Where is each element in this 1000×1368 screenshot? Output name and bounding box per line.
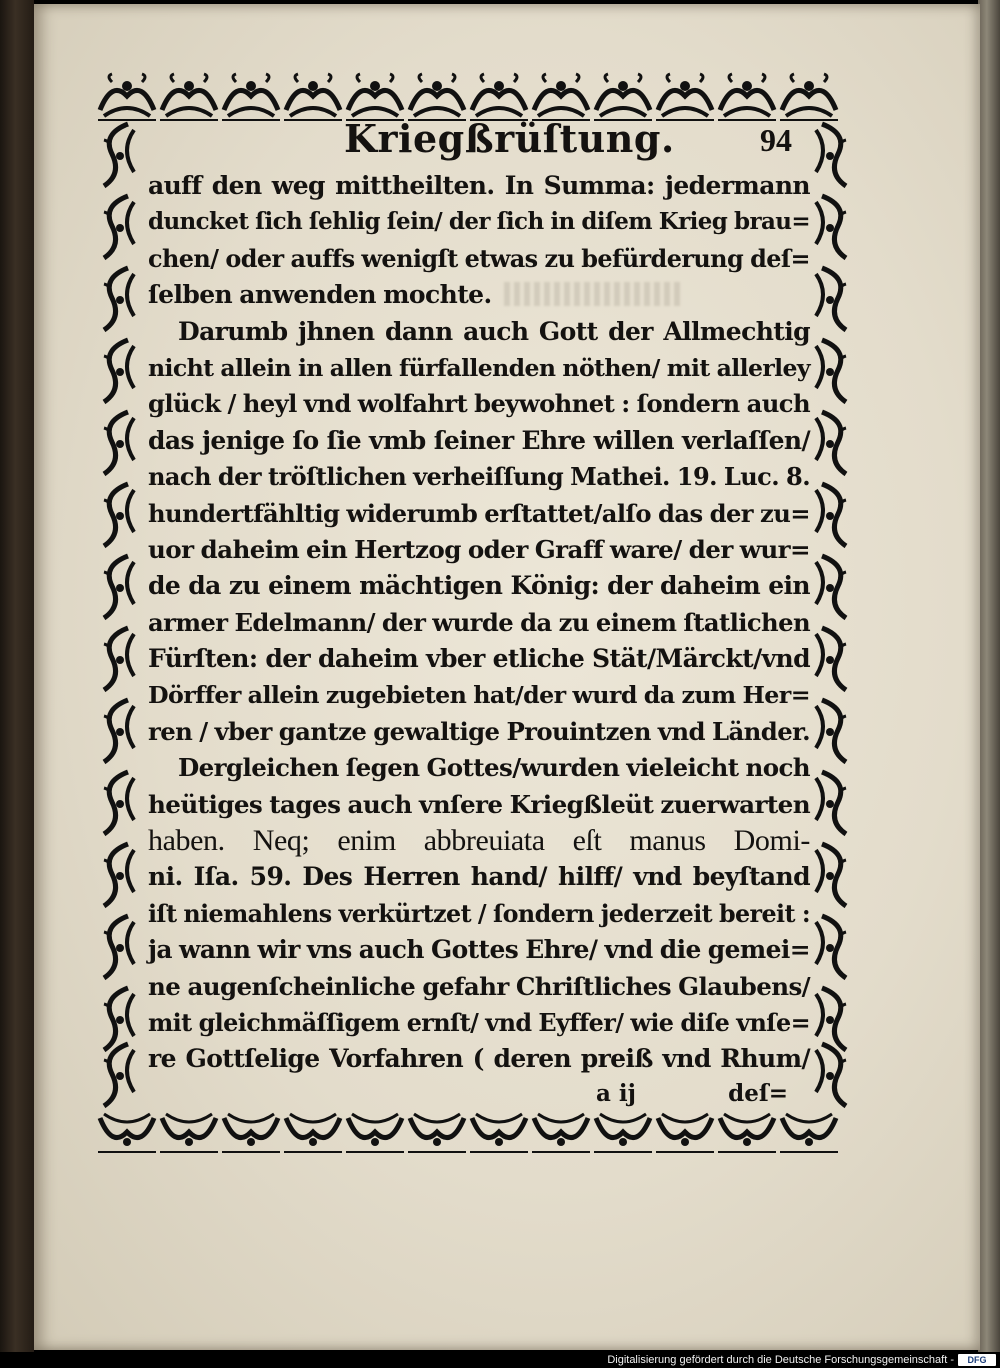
ornament-bottom-icon	[96, 1110, 844, 1154]
page-footer	[148, 1080, 810, 1114]
text-line: heütiges tages auch vnſere Kriegßleüt zuerwarten	[148, 789, 810, 819]
text-line: Fürſten: der daheim vber etliche Stät/Märckt/vnd	[148, 644, 810, 674]
text-line: ſelben anwenden mochte.	[148, 280, 492, 310]
running-head	[148, 112, 810, 168]
running-head-title: Kriegßrüſtung.	[344, 116, 675, 161]
ornament-left-icon	[98, 120, 142, 1112]
text-line: armer Edelmann/ der wurde da zu einem ſtatlichen	[148, 607, 810, 637]
ornament-border-right	[808, 120, 852, 1112]
ornament-border-bottom	[96, 1110, 844, 1154]
text-line: nicht allein in allen fürfallenden nöthen/ mit allerley	[148, 353, 810, 382]
text-line: de da zu einem mächtigen König: der daheim ein	[148, 571, 810, 601]
signature-mark: a ij	[596, 1080, 636, 1107]
text-line: chen/ oder auffs wenigſt etwas zu befürderung deſ=	[148, 244, 810, 273]
dfg-logo-icon: DFG	[958, 1354, 996, 1366]
text-line-paragraph-start: Darumb jhnen dann auch Gott der Allmechtig	[178, 316, 810, 346]
page-stack-edge	[978, 0, 1000, 1352]
credit-text: Digitalisierung gefördert durch die Deutsche Forschungsgemeinschaft -	[607, 1354, 954, 1366]
text-line: ne augenſcheinliche gefahr Chriſtliches Glaubens/	[148, 971, 810, 1001]
text-line: iſt niemahlens verkürtzet / ſondern jederzeit bereit :	[148, 899, 810, 928]
text-line-latin: haben. Neq; enim abbreuiata eſt manus Domi-	[148, 824, 810, 858]
page-number: 94	[760, 122, 792, 158]
text-line: das jenige ſo ſie vmb ſeiner Ehre willen verlaſſen/	[148, 425, 810, 455]
digitization-credit-bar	[0, 1352, 1000, 1368]
text-line: auff den weg mittheilten. In Summa: jedermann	[148, 171, 810, 200]
text-line: hundertfähltig widerumb erſtattet/alſo das der zu=	[148, 498, 810, 528]
text-line: nach der tröſtlichen verheiſſung Mathei. 19. Luc. 8.	[148, 462, 810, 492]
text-line: ni. Iſa. 59. Des Herren hand/ hilff/ vnd beyſtand	[148, 862, 810, 892]
text-line: Dörffer allein zugebieten hat/der wurd da zum Her=	[148, 681, 810, 710]
text-line: ren / vber gantze gewaltige Prouintzen vnd Länder.	[148, 716, 810, 746]
text-line: ja wann wir vns auch Gottes Ehre/ vnd die gemei=	[148, 935, 810, 965]
text-line: duncket ſich ſehlig ſein/ der ſich in diſem Krieg brau=	[148, 208, 810, 236]
catchword: deſ=	[728, 1080, 788, 1107]
text-line: mit gleichmäſſigem ernſt/ vnd Eyffer/ wie diſe vnſe=	[148, 1008, 810, 1037]
ornament-border-left	[98, 120, 142, 1112]
page-text-block	[148, 112, 810, 1078]
text-line-paragraph-start: Dergleichen ſegen Gottes/wurden vieleicht noch	[178, 753, 810, 783]
text-line: re Gottſelige Vorfahren ( deren preiß vnd Rhum/	[148, 1044, 810, 1074]
book-cover-edge	[0, 0, 34, 1352]
ornament-right-icon	[808, 120, 852, 1112]
text-line: glück / heyl vnd wolfahrt beywohnet : ſondern auch	[148, 389, 810, 419]
text-line: uor daheim ein Hertzog oder Graff ware/ der wur=	[148, 534, 810, 564]
